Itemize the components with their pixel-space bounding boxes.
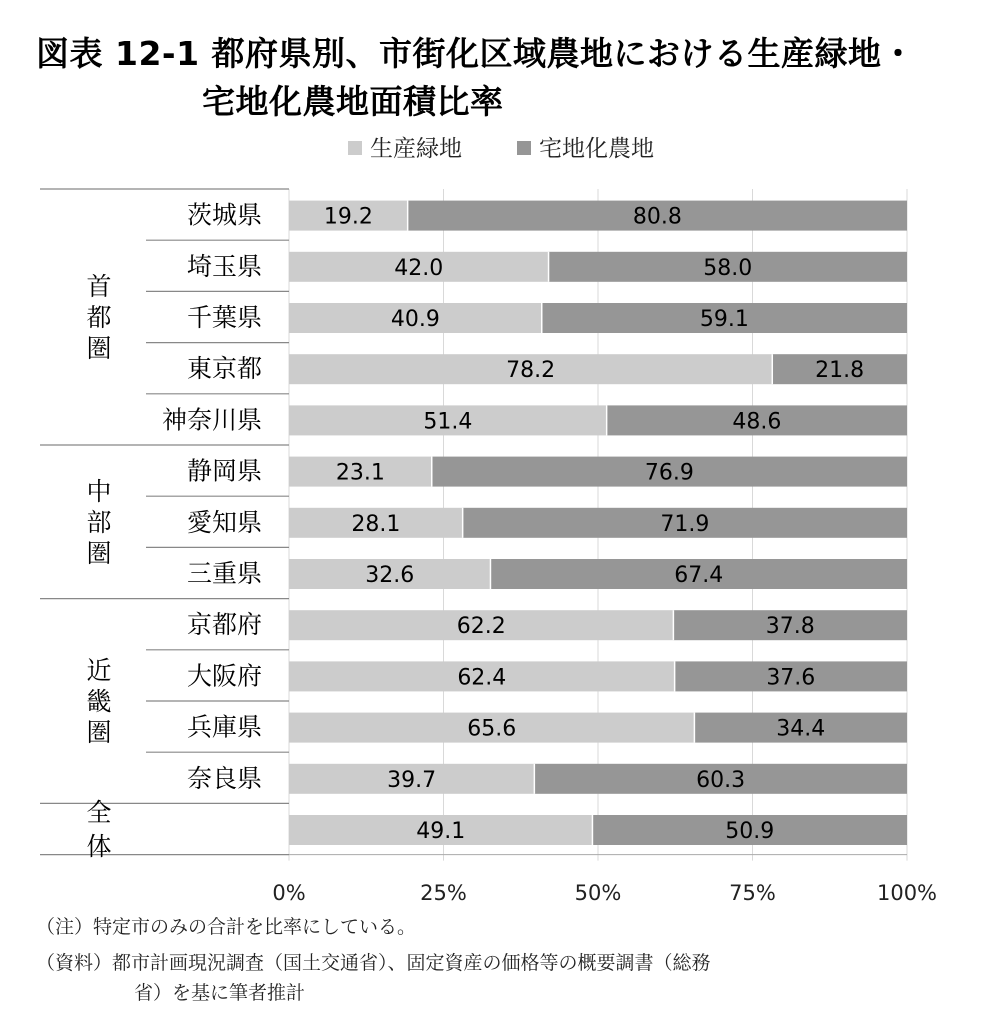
group-label-char: 全: [86, 798, 112, 827]
data-label: 19.2: [323, 204, 373, 230]
data-label: 32.6: [365, 563, 415, 588]
data-label: 21.8: [815, 358, 865, 384]
group-label-char: 近: [86, 656, 112, 685]
source-text-line1: （資料）都市計画現況調査（国土交通省）、固定資産の価格等の概要調書（総務: [36, 952, 711, 974]
category-label: 三重県: [186, 559, 262, 588]
group-label-char: 畿: [86, 687, 112, 716]
category-label: 茨城県: [186, 200, 262, 230]
data-label: 62.2: [456, 614, 506, 640]
x-tick-label: 50%: [574, 881, 622, 905]
data-label: 28.1: [351, 511, 401, 537]
group-label-char: 中: [86, 476, 112, 506]
category-label: 愛知県: [186, 507, 262, 537]
x-tick-label: 100%: [876, 881, 938, 905]
data-label: 58.0: [703, 255, 753, 281]
source-text-line2: 省）を基に筆者推計: [134, 982, 306, 1004]
category-label: 大阪府: [186, 661, 262, 691]
data-label: 67.4: [674, 563, 724, 588]
data-label: 71.9: [660, 511, 710, 537]
note-text: （注）特定市のみの合計を比率にしている。: [36, 916, 417, 938]
chart-title-line2: 宅地化農地面積比率: [202, 82, 504, 121]
category-label: 東京都: [186, 354, 262, 384]
category-label: 千葉県: [186, 303, 262, 332]
data-label: 59.1: [699, 307, 749, 332]
group-label-char: 圏: [86, 718, 112, 747]
data-label: 39.7: [387, 767, 437, 793]
data-label: 62.4: [457, 665, 507, 691]
data-label: 42.0: [394, 255, 444, 281]
data-label: 60.3: [696, 767, 746, 793]
category-label: 神奈川県: [161, 405, 262, 435]
data-label: 49.1: [416, 819, 466, 844]
chart-title-line1: 図表 12-1 都府県別、市街化区域農地における生産緑地・: [36, 34, 916, 73]
legend-label: 宅地化農地: [539, 136, 654, 162]
group-label-char: 部: [86, 507, 112, 537]
category-label: 京都府: [186, 610, 262, 640]
legend: [348, 136, 654, 162]
category-label: 兵庫県: [186, 712, 262, 742]
group-label-char: 体: [86, 832, 112, 861]
data-label: 48.6: [732, 409, 782, 435]
group-label-char: 圏: [86, 538, 112, 568]
category-label: 静岡県: [186, 456, 262, 486]
data-label: 37.8: [765, 614, 815, 640]
group-label-char: 圏: [86, 334, 112, 363]
x-tick-label: 25%: [420, 881, 467, 905]
legend-swatch: [517, 141, 531, 155]
group-label-char: 首: [86, 272, 112, 301]
group-label-char: 都: [86, 303, 112, 332]
legend-swatch: [348, 141, 362, 155]
x-tick-label: 75%: [729, 881, 776, 905]
data-label: 65.6: [467, 716, 517, 742]
data-label: 78.2: [506, 358, 556, 384]
data-label: 23.1: [335, 460, 385, 486]
data-label: 76.9: [644, 460, 694, 486]
x-tick-label: 0%: [272, 881, 306, 905]
data-label: 40.9: [390, 307, 440, 332]
data-label: 37.6: [766, 665, 816, 691]
data-label: 34.4: [776, 716, 826, 742]
data-label: 50.9: [725, 819, 775, 844]
category-label: 埼玉県: [186, 251, 262, 281]
data-label: 80.8: [632, 204, 682, 230]
legend-label: 生産緑地: [370, 136, 462, 162]
data-label: 51.4: [423, 409, 473, 435]
category-label: 奈良県: [186, 763, 262, 793]
